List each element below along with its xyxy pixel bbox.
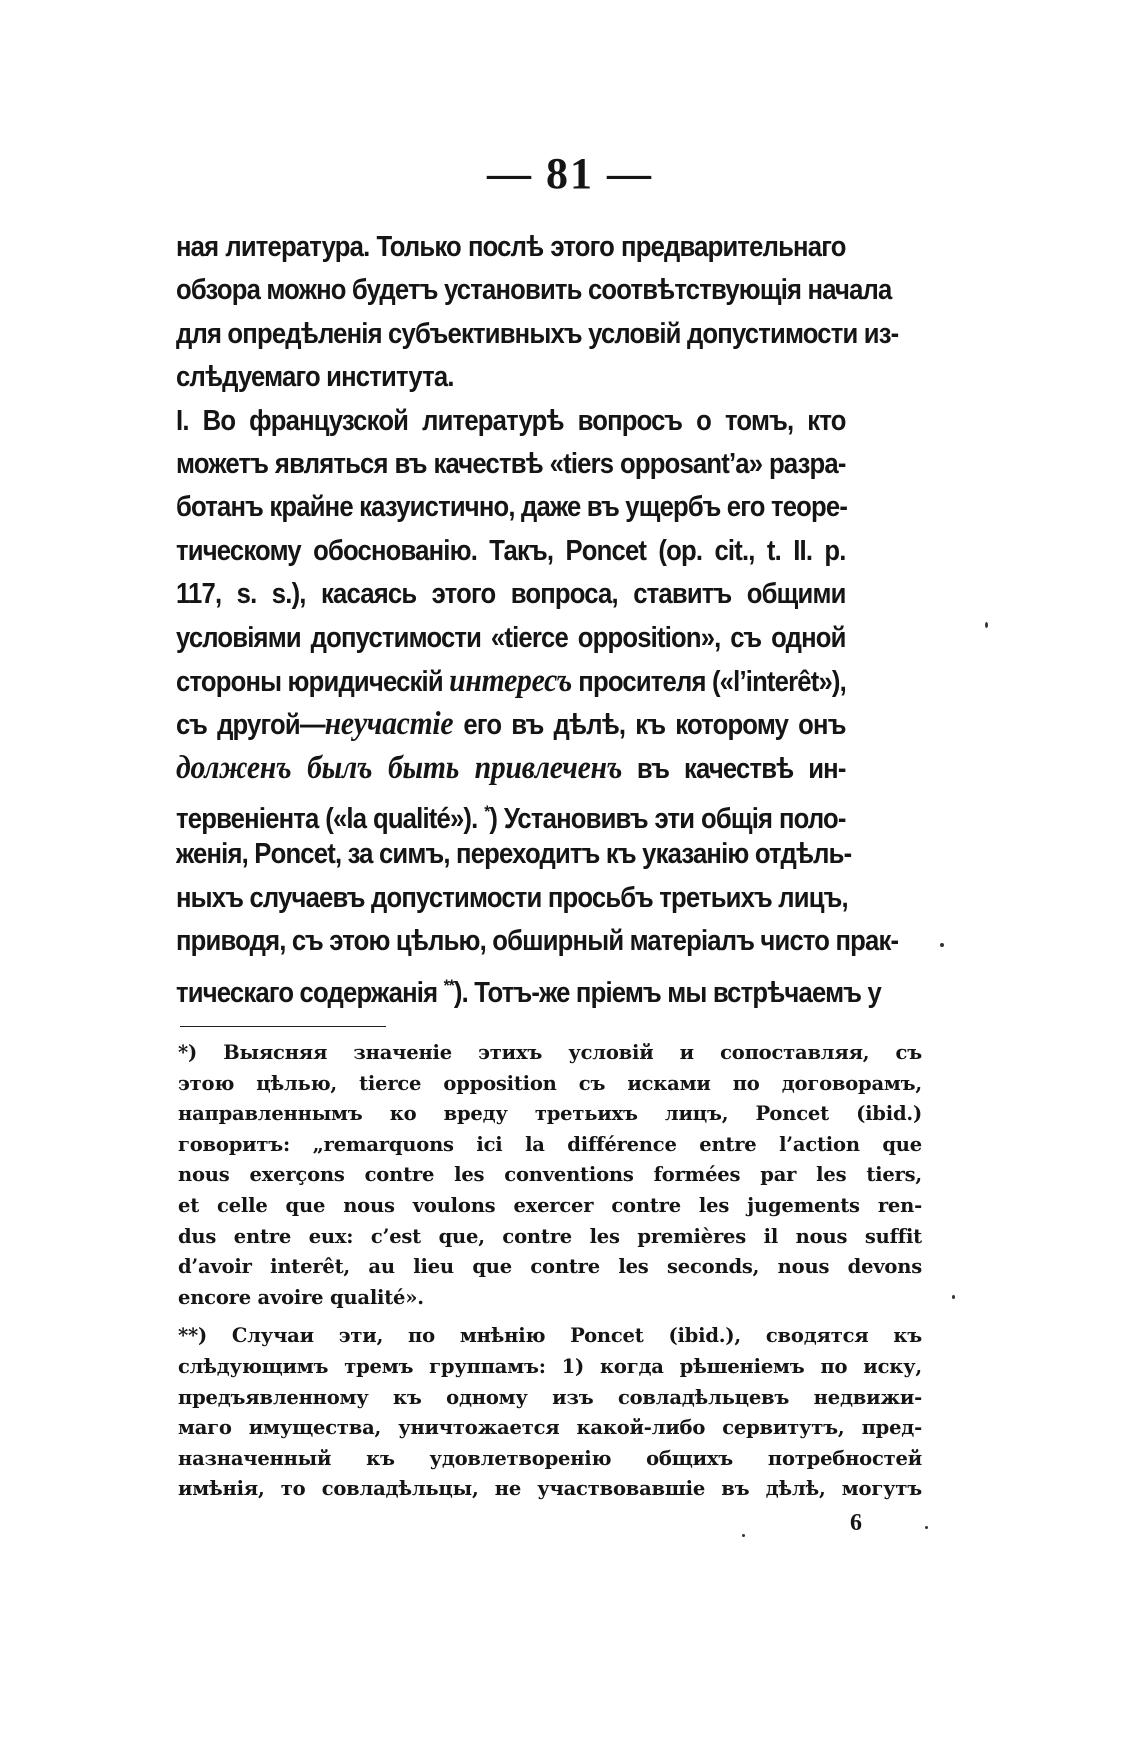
text-segment: его въ дѣлѣ, къ которому онъ	[453, 709, 846, 742]
footnote-line: encore avoire qualité».	[178, 1285, 424, 1309]
footnote-line: говоритъ: „remarquons ici la différence entre l’action que	[178, 1132, 922, 1156]
footnote-line: направленнымъ ко вреду третьихъ лицъ, Poncet (ibid.)	[178, 1102, 922, 1126]
text-segment: слѣдуемаго института.	[176, 361, 454, 394]
text-segment: съ другой—	[176, 709, 325, 742]
text-line	[176, 443, 846, 486]
footnote-line: *) Выясняя значеніе этихъ условій и сопоставляя, съ	[178, 1041, 922, 1064]
text-line	[176, 833, 852, 876]
text-segment: ). Тотъ-же пріемъ мы встрѣчаемъ у	[453, 976, 881, 1009]
text-segment: тическаго содержанія	[176, 976, 444, 1009]
footnote-line: **) Случаи эти, по мнѣнію Poncet (ibid.), сводятся къ	[178, 1324, 922, 1348]
text-segment: 117, s. s.), касаясь этого вопроса, ставитъ общими	[176, 578, 846, 611]
scan-speck	[985, 622, 988, 628]
text-line	[176, 356, 846, 399]
footnote-line: предъявленному къ одному изъ совладѣльцевъ недвижи-	[178, 1385, 922, 1409]
text-line	[176, 226, 846, 269]
text-line	[176, 920, 899, 963]
footnote-gap	[178, 1313, 922, 1321]
text-line	[176, 747, 846, 790]
emphasis-text: долженъ былъ быть привлеченъ	[176, 749, 623, 786]
main-text	[176, 226, 899, 1009]
footnote-line: назначенный къ удовлетворенію общихъ потребностей	[178, 1446, 922, 1470]
text-line	[176, 486, 846, 529]
scan-speck	[925, 1526, 928, 1529]
footnote-divider	[180, 1026, 386, 1027]
footnote-ref: **	[443, 975, 454, 995]
text-line	[176, 617, 846, 660]
footnote-ref: *	[484, 802, 490, 822]
text-segment: можетъ являться въ качествѣ «tiers opposant’a» разра-	[176, 447, 846, 480]
signature-mark: 6	[850, 1510, 862, 1536]
text-segment: ныхъ случаевъ допустимости просьбъ третьихъ лицъ,	[176, 881, 848, 914]
text-line	[176, 660, 846, 703]
text-segment: I. Во французской литературѣ вопросъ о томъ, кто	[176, 404, 846, 437]
scan-speck	[742, 1534, 745, 1537]
footnote-line: маго имущества, уничтожается какой-либо сервитутъ, пред-	[178, 1416, 922, 1440]
text-line	[176, 400, 846, 443]
footnote-line: dus entre eux: c’est que, contre les premières il nous suffit	[178, 1224, 922, 1248]
footnote-line: nous exerçons contre les conventions formées par les tiers,	[178, 1163, 922, 1187]
text-segment: для опредѣленія субъективныхъ условій допустимости из-	[176, 317, 899, 350]
text-segment: ) Установивъ эти общія поло-	[489, 803, 846, 836]
footnote	[178, 1038, 922, 1313]
text-line	[176, 573, 846, 616]
text-segment: стороны юридическій	[176, 665, 450, 698]
text-segment: условіями допустимости «tierce opposition», съ одной	[176, 621, 846, 654]
text-line	[176, 964, 881, 1009]
text-segment: женія, Poncet, за симъ, переходитъ къ указанію отдѣль-	[176, 838, 852, 871]
page-number: — 81 —	[487, 149, 653, 198]
footnote	[178, 1321, 922, 1505]
footnote-line: имѣнія, то совладѣльцы, не участвовавшіе въ дѣлѣ, могутъ	[178, 1477, 922, 1501]
emphasis-text: неучастіе	[324, 706, 454, 743]
scan-speck	[940, 943, 944, 947]
text-line	[176, 530, 846, 573]
footnote-line: d’avoir interêt, au lieu que contre les seconds, nous devons	[178, 1255, 922, 1279]
text-segment: ботанъ крайне казуистично, даже въ ущербъ его теоре-	[176, 491, 848, 524]
text-segment: просителя («l’interêt»),	[571, 665, 846, 698]
text-segment: ная литература. Только послѣ этого предварительнаго	[176, 231, 846, 263]
text-line	[176, 313, 899, 356]
text-line	[176, 269, 892, 312]
footnote-line: et celle que nous voulons exercer contre les jugements ren-	[178, 1193, 922, 1217]
text-line	[176, 703, 846, 746]
footnotes	[178, 1038, 922, 1505]
footnote-line: этою цѣлью, tierce opposition съ исками по договорамъ,	[178, 1071, 922, 1095]
text-segment: приводя, съ этою цѣлью, обширный матеріалъ чисто прак-	[176, 925, 899, 958]
emphasis-text: интересъ	[449, 662, 572, 699]
scan-speck	[952, 1295, 955, 1299]
text-segment: обзора можно будетъ установить соотвѣтствующія начала	[176, 274, 892, 307]
text-line	[176, 877, 846, 920]
footnote-line: слѣдующимъ тремъ группамъ: 1) когда рѣшеніемъ по иску,	[178, 1354, 922, 1378]
text-line	[176, 790, 846, 836]
text-segment: въ качествѣ ин-	[622, 752, 846, 785]
text-segment: тервеніента («la qualité»).	[176, 803, 485, 836]
text-segment: тическому обоснованію. Такъ, Poncet (op. cit., t. II. p.	[176, 534, 846, 567]
